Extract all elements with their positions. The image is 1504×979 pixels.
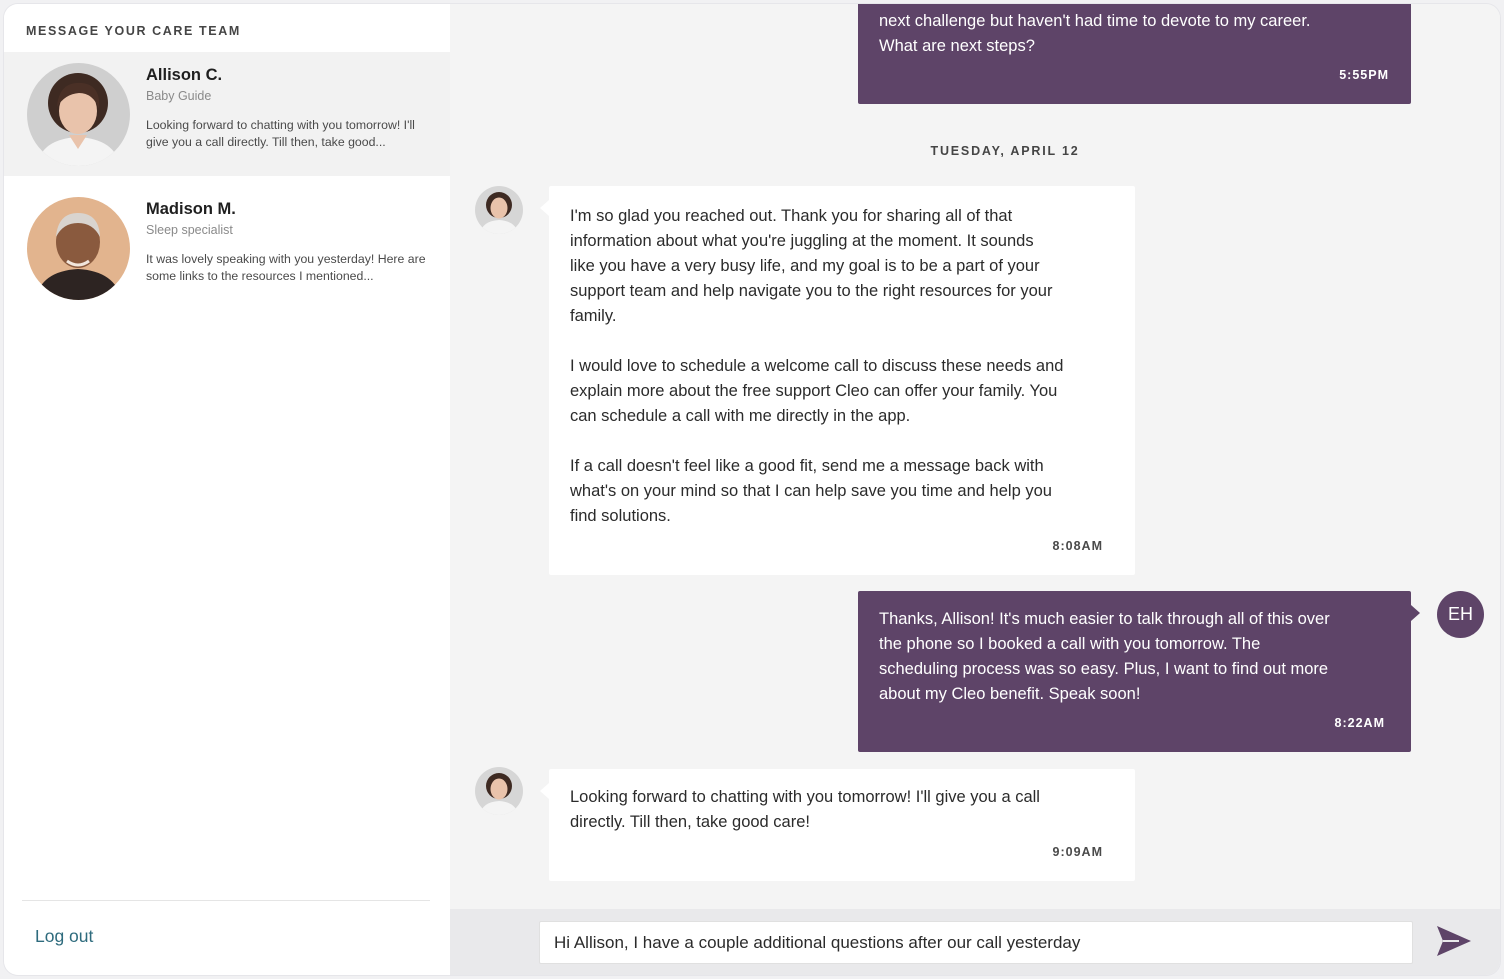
sidebar [4, 4, 450, 975]
message-text: I'm so glad you reached out. Thank you for sharing all of that information about what you're juggling at the moment. It sounds like you have a very busy life, and my goal is to be a part of your support team and help navigate you to the right resources for your family. I would love to schedule a welcome call to discuss these needs and explain more about the free support Cleo can offer your family. You can schedule a call with me directly in the app. If a call doesn't feel like a good fit, send me a message back with what's on your mind so that I can help save you time and help you find solutions. [570, 207, 1064, 525]
message-time: 9:09AM [1052, 845, 1103, 859]
avatar [475, 186, 523, 234]
send-button[interactable] [1432, 923, 1476, 963]
contact-preview: Looking forward to chatting with you tomorrow! I'll give you a call directly. Till then, take good... [146, 118, 415, 149]
avatar [27, 63, 130, 166]
message-time: 8:08AM [1052, 539, 1103, 553]
avatar [475, 767, 523, 815]
contact-item-allison[interactable] [4, 52, 450, 176]
contact-role: Sleep specialist [146, 223, 233, 237]
bubble-tail [540, 200, 549, 216]
bubble-tail [1411, 605, 1420, 621]
message-bubble-incoming [549, 186, 1135, 575]
message-bubble-outgoing [858, 4, 1411, 104]
sidebar-title: MESSAGE YOUR CARE TEAM [26, 24, 241, 38]
contact-preview: It was lovely speaking with you yesterday! Here are some links to the resources I mentioned... [146, 252, 426, 283]
message-text: Looking forward to chatting with you tomorrow! I'll give you a call directly. Till then, take good care! [570, 788, 1040, 831]
message-text: next challenge but haven't had time to devote to my career. What are next steps? [879, 12, 1311, 55]
date-separator: TUESDAY, APRIL 12 [930, 144, 1080, 158]
message-time: 5:55PM [1339, 68, 1389, 82]
send-icon [1435, 924, 1473, 963]
message-time: 8:22AM [1334, 716, 1385, 730]
message-text: Thanks, Allison! It's much easier to talk through all of this over the phone so I booked a call with you tomorrow. The scheduling process was so easy. Plus, I want to find out more about my Cleo benefit. Speak soon! [879, 610, 1330, 703]
avatar [27, 197, 130, 300]
chat-panel [450, 4, 1500, 975]
contact-role: Baby Guide [146, 89, 212, 103]
sidebar-divider [22, 900, 430, 901]
contact-name: Madison M. [146, 200, 236, 218]
message-composer [450, 909, 1500, 975]
contact-item-madison[interactable] [4, 186, 450, 310]
bubble-tail [540, 783, 549, 799]
message-bubble-outgoing [858, 591, 1411, 752]
user-avatar: EH [1437, 591, 1484, 638]
message-bubble-incoming [549, 769, 1135, 881]
message-input[interactable] [539, 921, 1413, 964]
app-window [4, 4, 1500, 975]
logout-link[interactable]: Log out [35, 926, 94, 946]
contact-name: Allison C. [146, 66, 223, 84]
